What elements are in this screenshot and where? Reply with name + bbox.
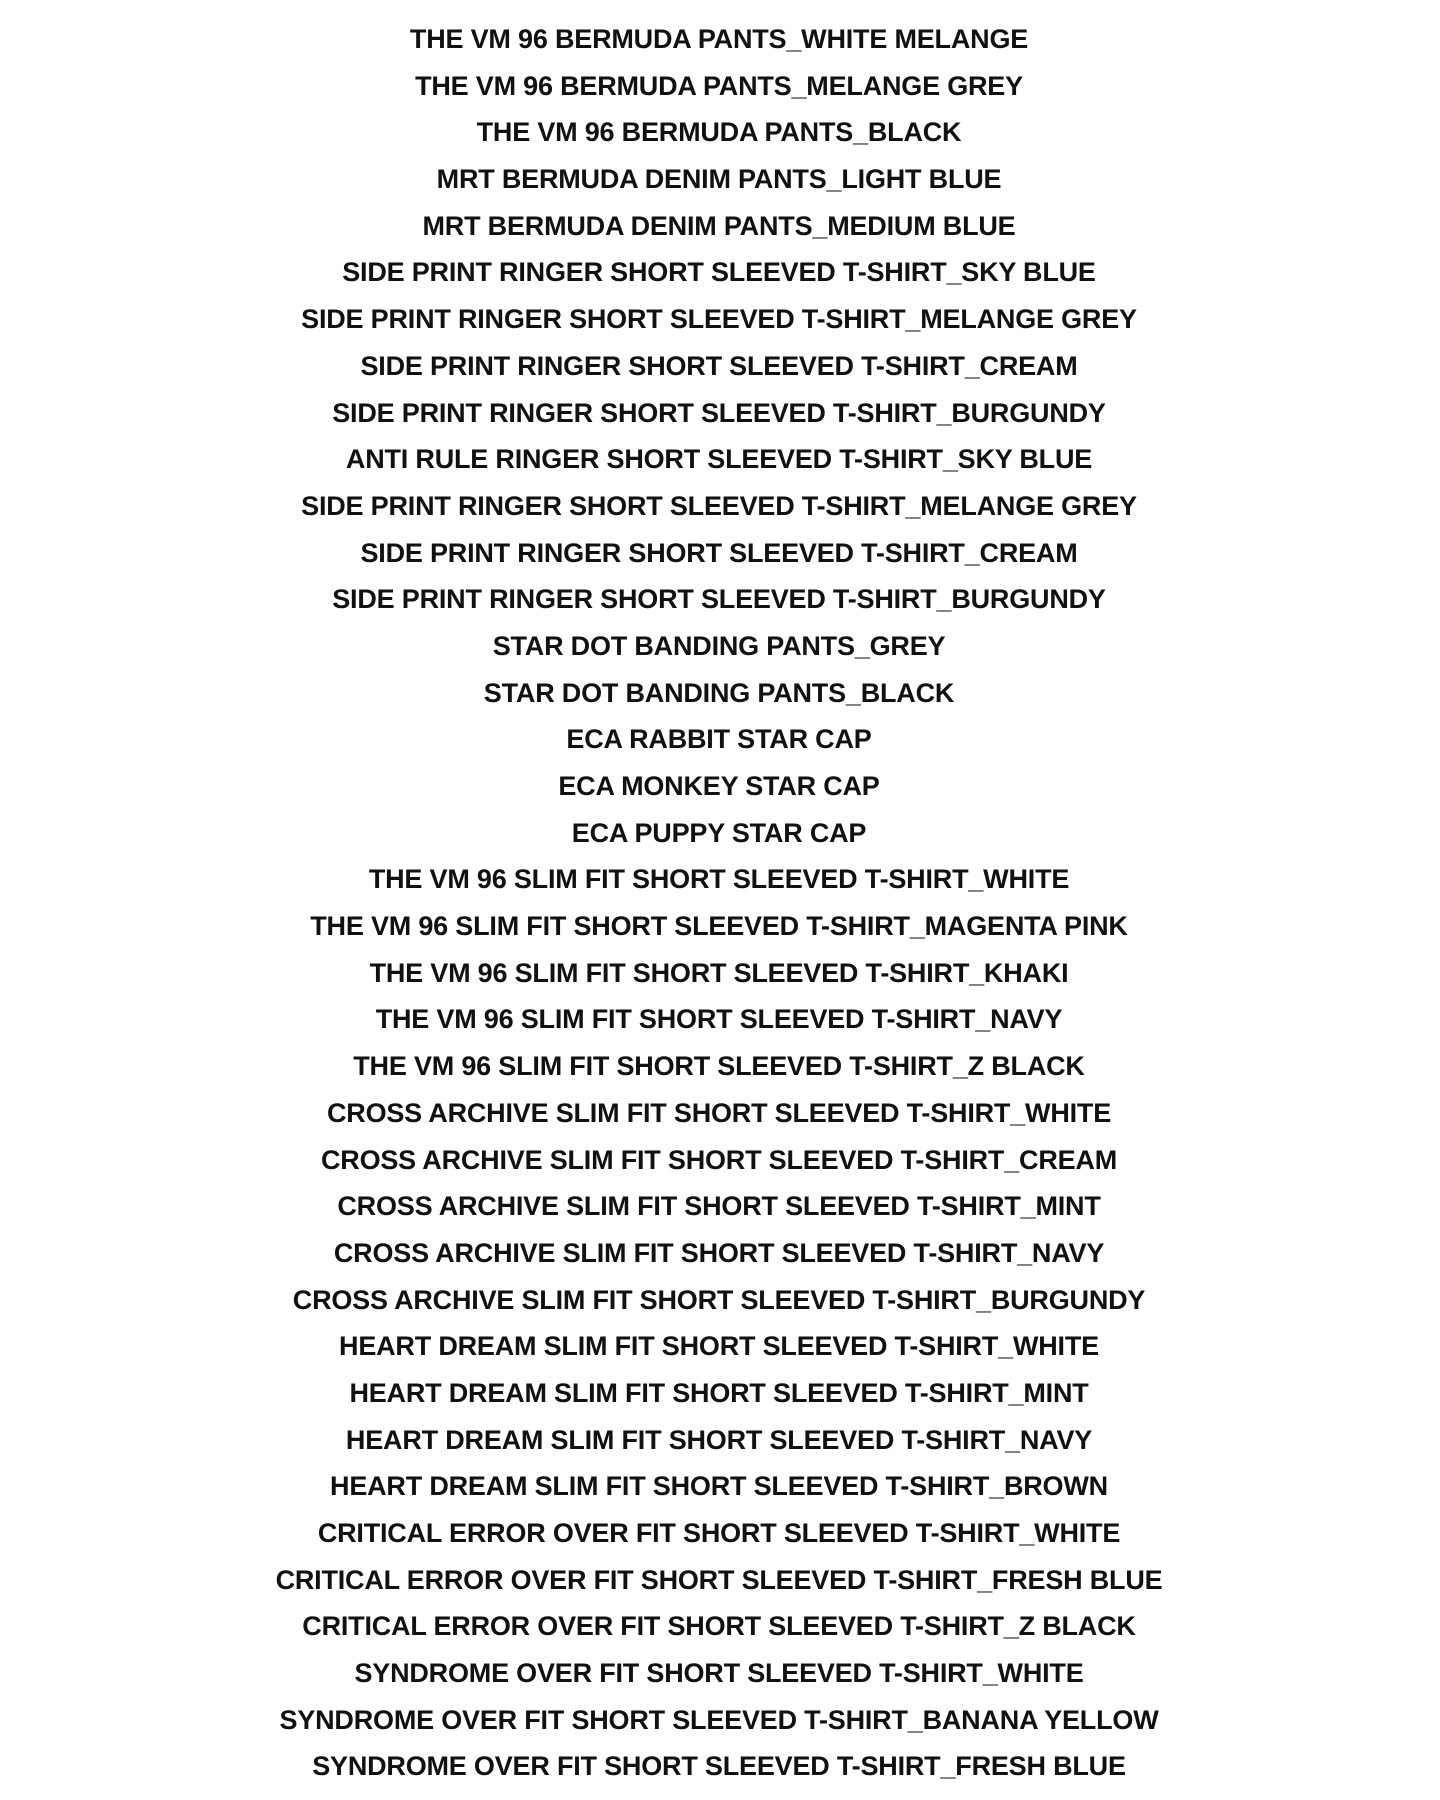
product-name: HEART DREAM SLIM FIT SHORT SLEEVED T-SHIRT_NAVY [345, 1424, 1093, 1455]
product-name: SIDE PRINT RINGER SHORT SLEEVED T-SHIRT_BURGUNDY [332, 397, 1106, 428]
product-name: CRITICAL ERROR OVER FIT SHORT SLEEVED T-SHIRT_Z BLACK [302, 1611, 1136, 1642]
product-name: STAR DOT BANDING PANTS_GREY [492, 630, 946, 661]
product-name: HEART DREAM SLIM FIT SHORT SLEEVED T-SHIRT_BROWN [330, 1471, 1108, 1502]
product-name: SIDE PRINT RINGER SHORT SLEEVED T-SHIRT_MELANGE GREY [301, 490, 1137, 521]
product-name: MRT BERMUDA DENIM PANTS_MEDIUM BLUE [422, 210, 1016, 241]
product-name: THE VM 96 BERMUDA PANTS_BLACK [476, 117, 962, 148]
product-name: ANTI RULE RINGER SHORT SLEEVED T-SHIRT_SKY BLUE [345, 444, 1093, 475]
product-name: THE VM 96 SLIM FIT SHORT SLEEVED T-SHIRT_KHAKI [369, 957, 1069, 988]
product-name: CRITICAL ERROR OVER FIT SHORT SLEEVED T-SHIRT_WHITE [317, 1518, 1121, 1548]
product-name: THE VM 96 BERMUDA PANTS_WHITE MELANGE [409, 24, 1029, 54]
product-name: ECA PUPPY STAR CAP [571, 817, 867, 848]
product-name: THE VM 96 SLIM FIT SHORT SLEEVED T-SHIRT_MAGENTA PINK [310, 911, 1128, 942]
product-name: MRT BERMUDA DENIM PANTS_LIGHT BLUE [436, 164, 1002, 195]
product-name: CROSS ARCHIVE SLIM FIT SHORT SLEEVED T-SHIRT_WHITE [326, 1097, 1112, 1128]
product-name: SIDE PRINT RINGER SHORT SLEEVED T-SHIRT_SKY BLUE [342, 257, 1096, 288]
product-name: HEART DREAM SLIM FIT SHORT SLEEVED T-SHIRT_WHITE [339, 1331, 1099, 1362]
product-name: SIDE PRINT RINGER SHORT SLEEVED T-SHIRT_CREAM [360, 350, 1078, 381]
product-name: CROSS ARCHIVE SLIM FIT SHORT SLEEVED T-SHIRT_CREAM [320, 1144, 1118, 1175]
product-name: SYNDROME OVER FIT SHORT SLEEVED T-SHIRT_WHITE [354, 1658, 1084, 1689]
product-name: CROSS ARCHIVE SLIM FIT SHORT SLEEVED T-SHIRT_NAVY [333, 1237, 1105, 1268]
product-name: THE VM 96 BERMUDA PANTS_MELANGE GREY [415, 70, 1023, 101]
product-name: THE VM 96 SLIM FIT SHORT SLEEVED T-SHIRT_NAVY [375, 1004, 1063, 1035]
product-name: STAR DOT BANDING PANTS_BLACK [483, 677, 955, 708]
product-name: CROSS ARCHIVE SLIM FIT SHORT SLEEVED T-SHIRT_MINT [337, 1191, 1101, 1222]
product-name: SIDE PRINT RINGER SHORT SLEEVED T-SHIRT_CREAM [360, 537, 1078, 568]
product-name: SIDE PRINT RINGER SHORT SLEEVED T-SHIRT_MELANGE GREY [301, 304, 1137, 335]
product-name: THE VM 96 SLIM FIT SHORT SLEEVED T-SHIRT_Z BLACK [353, 1051, 1085, 1082]
product-name: CROSS ARCHIVE SLIM FIT SHORT SLEEVED T-SHIRT_BURGUNDY [292, 1284, 1146, 1315]
product-name: SIDE PRINT RINGER SHORT SLEEVED T-SHIRT_BURGUNDY [332, 584, 1106, 615]
product-name: CRITICAL ERROR OVER FIT SHORT SLEEVED T-SHIRT_FRESH BLUE [275, 1564, 1163, 1595]
product-name: HEART DREAM SLIM FIT SHORT SLEEVED T-SHIRT_MINT [349, 1377, 1089, 1408]
product-name: SYNDROME OVER FIT SHORT SLEEVED T-SHIRT_FRESH BLUE [312, 1751, 1126, 1782]
product-name: THE VM 96 SLIM FIT SHORT SLEEVED T-SHIRT_WHITE [368, 864, 1070, 895]
product-name: ECA RABBIT STAR CAP [566, 724, 872, 755]
product-name: SYNDROME OVER FIT SHORT SLEEVED T-SHIRT_BANANA YELLOW [279, 1704, 1159, 1735]
product-name: ECA MONKEY STAR CAP [558, 771, 880, 801]
